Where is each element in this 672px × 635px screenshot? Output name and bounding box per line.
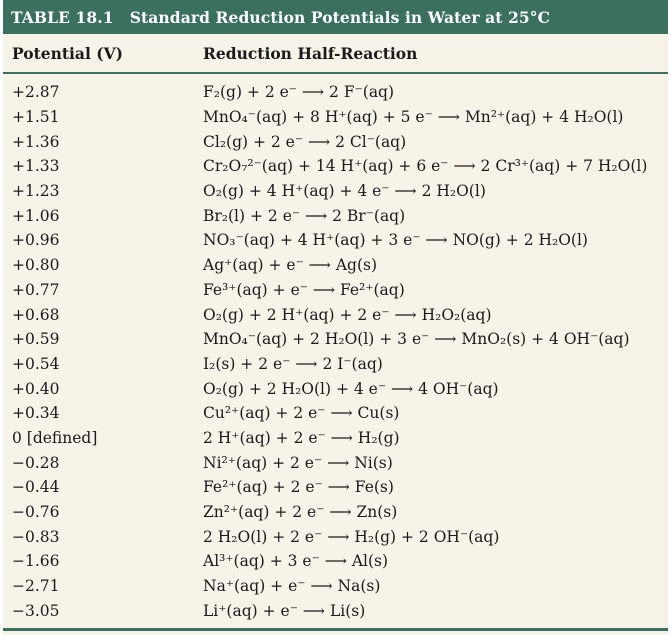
potential-cell: 0 [defined] [12,428,98,447]
potential-cell: −1.66 [12,552,60,571]
table-row [3,80,668,105]
half-reaction-cell: 2 H₂O(l) + 2 e⁻ ⟶ H₂(g) + 2 OH⁻(aq) [203,527,500,546]
half-reaction-cell: F₂(g) + 2 e⁻ ⟶ 2 F⁻(aq) [203,83,395,102]
half-reaction-cell: Na⁺(aq) + e⁻ ⟶ Na(s) [203,577,381,596]
table-bottom-rule [3,628,668,631]
table-title: Standard Reduction Potentials in Water at 25°C [129,7,551,27]
table-row [3,179,668,204]
half-reaction-cell: I₂(s) + 2 e⁻ ⟶ 2 I⁻(aq) [203,354,383,373]
table-row [3,154,668,179]
table-row [3,278,668,303]
table-row [3,598,668,623]
half-reaction-cell: Fe²⁺(aq) + 2 e⁻ ⟶ Fe(s) [203,478,394,497]
table-row [3,426,668,451]
half-reaction-cell: MnO₄⁻(aq) + 2 H₂O(l) + 3 e⁻ ⟶ MnO₂(s) + 4 OH⁻(aq) [203,330,630,349]
table-row [3,376,668,401]
half-reaction-cell: 2 H⁺(aq) + 2 e⁻ ⟶ H₂(g) [203,428,400,447]
half-reaction-cell: Br₂(l) + 2 e⁻ ⟶ 2 Br⁻(aq) [203,206,406,225]
potential-cell: +0.80 [12,256,60,275]
potential-cell: +2.87 [12,83,60,102]
half-reaction-cell: Al³⁺(aq) + 3 e⁻ ⟶ Al(s) [203,552,389,571]
potential-cell: −0.76 [12,503,60,522]
half-reaction-cell: Cu²⁺(aq) + 2 e⁻ ⟶ Cu(s) [203,404,400,423]
table-row [3,574,668,599]
potential-cell: +0.34 [12,404,60,423]
potential-cell: +0.96 [12,231,60,250]
table-row [3,253,668,278]
potential-cell: +0.59 [12,330,60,349]
half-reaction-cell: O₂(g) + 4 H⁺(aq) + 4 e⁻ ⟶ 2 H₂O(l) [203,182,486,201]
table-row [3,549,668,574]
potential-cell: −0.83 [12,527,60,546]
half-reaction-cell: Ni²⁺(aq) + 2 e⁻ ⟶ Ni(s) [203,453,393,472]
table-row [3,203,668,228]
half-reaction-cell: Fe³⁺(aq) + e⁻ ⟶ Fe²⁺(aq) [203,280,405,299]
table-row [3,475,668,500]
potential-cell: +1.36 [12,132,60,151]
table-row [3,524,668,549]
half-reaction-cell: O₂(g) + 2 H₂O(l) + 4 e⁻ ⟶ 4 OH⁻(aq) [203,379,499,398]
table-row [3,500,668,525]
table-row [3,105,668,130]
table-body [3,74,668,623]
half-reaction-cell: O₂(g) + 2 H⁺(aq) + 2 e⁻ ⟶ H₂O₂(aq) [203,305,492,324]
table-row [3,401,668,426]
table-row [3,450,668,475]
potential-cell: +1.51 [12,108,60,127]
half-reaction-cell: Cr₂O₇²⁻(aq) + 14 H⁺(aq) + 6 e⁻ ⟶ 2 Cr³⁺(aq) + 7 H₂O(l) [203,157,648,176]
potential-cell: −0.44 [12,478,60,497]
table-row [3,228,668,253]
half-reaction-cell: Zn²⁺(aq) + 2 e⁻ ⟶ Zn(s) [203,503,398,522]
half-reaction-cell: MnO₄⁻(aq) + 8 H⁺(aq) + 5 e⁻ ⟶ Mn²⁺(aq) + 4 H₂O(l) [203,108,624,127]
table-number: TABLE 18.1 [11,7,114,27]
potential-cell: −0.28 [12,453,60,472]
table-row [3,327,668,352]
potential-cell: +0.40 [12,379,60,398]
table-row [3,129,668,154]
half-reaction-cell: Li⁺(aq) + e⁻ ⟶ Li(s) [203,601,366,620]
potential-cell: +0.54 [12,354,60,373]
header-reaction: Reduction Half-Reaction [203,43,418,63]
potential-cell: −2.71 [12,577,60,596]
table-row [3,352,668,377]
potential-cell: +0.68 [12,305,60,324]
table-caption [3,0,668,34]
potential-cell: +1.33 [12,157,60,176]
half-reaction-cell: NO₃⁻(aq) + 4 H⁺(aq) + 3 e⁻ ⟶ NO(g) + 2 H₂O(l) [203,231,588,250]
potential-cell: +1.23 [12,182,60,201]
half-reaction-cell: Cl₂(g) + 2 e⁻ ⟶ 2 Cl⁻(aq) [203,132,407,151]
potential-cell: −3.05 [12,601,60,620]
potential-cell: +0.77 [12,280,60,299]
table-header-row [3,34,668,74]
table-row [3,302,668,327]
reduction-potentials-table [3,0,668,635]
potential-cell: +1.06 [12,206,60,225]
half-reaction-cell: Ag⁺(aq) + e⁻ ⟶ Ag(s) [203,256,377,275]
header-potential: Potential (V) [12,43,123,63]
